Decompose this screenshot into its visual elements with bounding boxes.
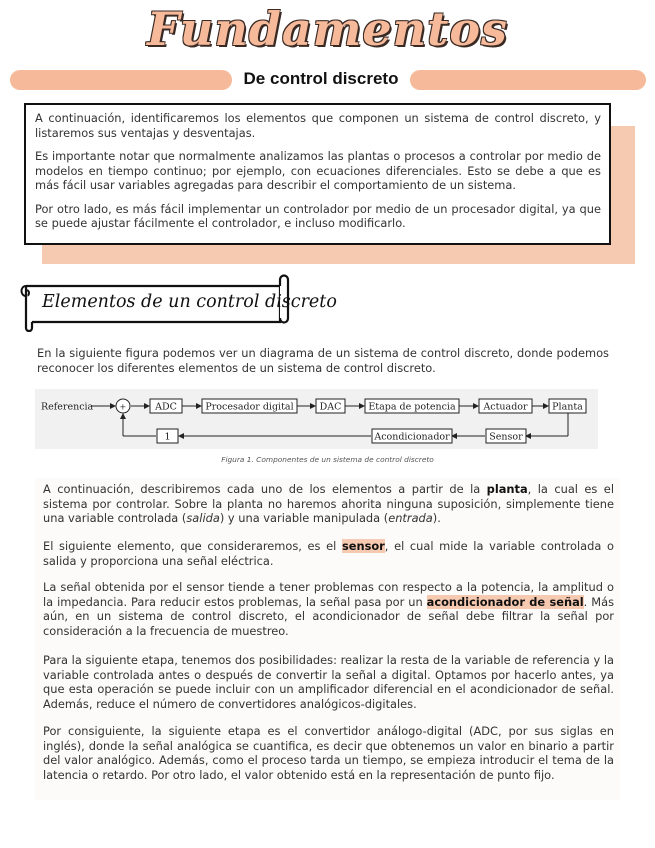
p1-text-a: A continuación, describiremos cada uno de los elementos a partir de la: [43, 482, 487, 496]
body-paragraph-2: [43, 539, 614, 568]
p1-text-c: ) y una variable manipulada (: [219, 511, 389, 526]
body-paragraph-3: [43, 580, 614, 638]
keyword-planta: planta: [486, 482, 528, 496]
p1-text-b: , la cual es el sistema por controlar. Sobre la planta no haremos ahorita ninguna suposición, simplemente tiene una variable controlada (: [43, 482, 614, 526]
plant-label: Planta: [552, 401, 583, 413]
body-paragraph-5: Por consiguiente, la siguiente etapa es el convertidor análogo-digital (ADC, por sus siglas en inglés), donde la señal analógica se cuantifica, es decir que obtenemos un valor en binario a partir del valor analógico. Además, como el proceso tarda un tiempo, se empieza introducir el tema de la latencia o retardo. Por otro lado, el valor obtenido está en la representación de punto fijo.: [43, 724, 614, 782]
sensor-label: Sensor: [489, 431, 523, 443]
section-lead: En la siguiente figura podemos ver un diagrama de un sistema de control discreto, donde podemos reconocer los diferentes elementos de un sistema de control discreto.: [37, 346, 609, 375]
reference-label: Referencia: [41, 401, 94, 413]
p1-entrada: entrada: [388, 511, 433, 526]
body-paragraph-4: Para la siguiente etapa, tenemos dos posibilidades: realizar la resta de la variable de referencia y la variable controlada antes o después de convertir la señal a digital. Optamos por hacerlo antes, ya que esta operación se puede incluir con un amplificador diferencial en el acondicionador de señal. Además, reduce el número de convertidores analógicos-digitales.: [43, 653, 614, 711]
p1-salida: salida: [186, 511, 220, 526]
intro-paragraph-3: Por otro lado, es más fácil implementar un controlador por medio de un procesador digital, ya que se puede ajustar fácilmente el controlador, e incluso modificarlo.: [35, 201, 601, 230]
intro-paragraph-1: A continuación, identificaremos los elementos que componen un sistema de control discreto, y listaremos sus ventajas y desventajas.: [35, 111, 601, 140]
p3-text-b: . Más aún, en un sistema de control discreto, el acondicionador de señal debe filtrar la señal por consideración a la frecuencia de muestreo.: [43, 594, 615, 638]
p2-text-a: El siguiente elemento, que consideraremos, es el: [43, 539, 342, 553]
body-paragraph-1: [43, 482, 614, 526]
subtitle-band-left: [10, 70, 232, 90]
page-title: Fundamentos: [147, 2, 508, 56]
intro-box: [24, 103, 611, 245]
diagram-figure: [35, 389, 598, 449]
keyword-acondicionador: acondicionador de señal: [426, 594, 584, 609]
p2-text-b: , el cual mide la variable controlada o salida y proporciona una señal eléctrica.: [43, 539, 614, 568]
sum-sign-label: +: [119, 402, 127, 412]
p3-text-a: La señal obtenida por el sensor tiende a tener problemas con respecto a la potencia, la amplitud o la impedancia. Para reducir estos problemas, la señal pasa por un: [43, 580, 614, 609]
subtitle-band-right: [410, 70, 646, 90]
figure-caption: Figura 1. Componentes de un sistema de control discreto: [221, 455, 434, 464]
section-title: Elementos de un control discreto: [42, 292, 337, 312]
keyword-sensor: sensor: [341, 539, 385, 553]
p1-text-d: ).: [432, 511, 441, 526]
page-subtitle: De control discreto: [243, 69, 399, 88]
processor-label: Procesador digital: [205, 401, 294, 413]
power-stage-label: Etapa de potencia: [368, 401, 456, 413]
actuator-label: Actuador: [483, 401, 528, 413]
intro-paragraph-2: Es importante notar que normalmente analizamos las plantas o procesos a controlar por medio de modelos en tiempo continuo; por ejemplo, con ecuaciones diferenciales. Esto se debe a que es más fácil usar variables agregadas para describir el comportamiento de un sistema.: [35, 149, 601, 192]
adc-label: ADC: [155, 401, 177, 413]
dac-label: DAC: [319, 401, 342, 413]
block-diagram: [35, 389, 598, 449]
conditioner-label: Acondicionador: [374, 431, 450, 443]
unit-label: 1: [164, 431, 171, 443]
